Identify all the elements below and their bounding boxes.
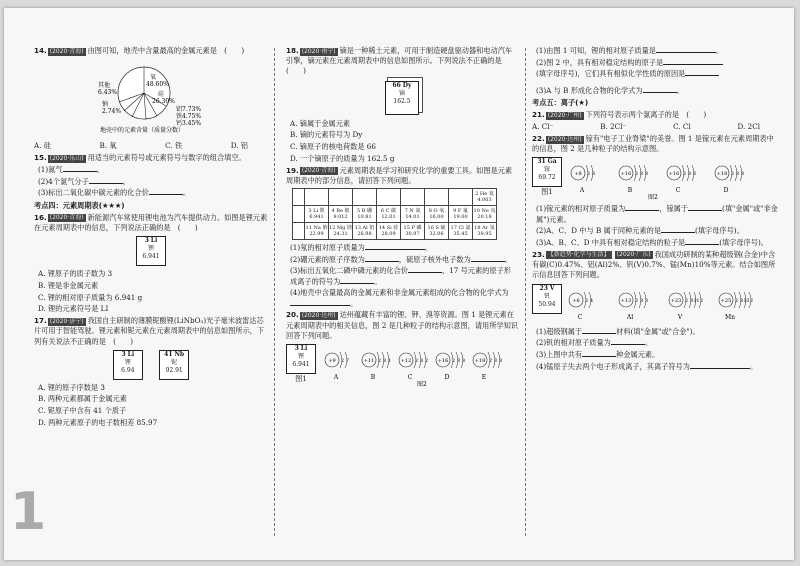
shell-electrons: 2 bbox=[341, 358, 344, 364]
answer-blank[interactable] bbox=[643, 87, 677, 93]
nuclear-charge: +16 bbox=[620, 171, 632, 178]
question-14: 14. (2020·青海) 由图可知，地壳中含量最高的金属元素是 ( ) bbox=[34, 46, 245, 55]
atom-label: C bbox=[577, 313, 583, 321]
table-cell: 12 Mg 镁 24.31 bbox=[329, 222, 353, 239]
source-tag: (2020·济宁) bbox=[49, 317, 84, 325]
answer-blank[interactable] bbox=[661, 227, 695, 233]
answer-blank[interactable] bbox=[625, 205, 659, 211]
atom-diagram-4 bbox=[473, 352, 502, 381]
pie-label: 其他 bbox=[98, 81, 111, 89]
element-card-ga: 31 Ga 镓 69.72 bbox=[532, 157, 562, 187]
option[interactable]: D. 锂的元素符号是 LI bbox=[38, 304, 109, 314]
shell-electrons: 8 bbox=[740, 298, 743, 304]
exam-sheet bbox=[4, 8, 794, 560]
nuclear-charge: +12 bbox=[400, 357, 412, 364]
nuclear-charge: +13 bbox=[620, 297, 632, 304]
element-card-li: 3 Li 锂 6.941 bbox=[286, 344, 316, 374]
shell-electrons: 8 bbox=[640, 298, 643, 304]
shell-electrons: 2 bbox=[683, 172, 686, 178]
table-cell: 3 Li 锂 6.941 bbox=[305, 205, 329, 222]
option[interactable]: C. 锂的相对原子质量为 6.941 g bbox=[38, 292, 143, 302]
table-cell: 5 B 硼 10.81 bbox=[353, 205, 377, 222]
answer-blank[interactable] bbox=[471, 256, 505, 262]
shell-electrons: 2 bbox=[378, 358, 381, 364]
table-cell: 17 Cl 氯 35.45 bbox=[449, 222, 473, 239]
atom-label: A bbox=[579, 187, 585, 195]
answer-blank[interactable] bbox=[149, 189, 183, 195]
page-mark: 1 bbox=[10, 482, 47, 542]
shell-electrons: 2 bbox=[452, 358, 455, 364]
atom-label: Mn bbox=[724, 313, 736, 321]
answer-blank[interactable] bbox=[685, 70, 719, 76]
atom-diagram-0 bbox=[325, 352, 349, 381]
table-cell: 9 F 氟 19.00 bbox=[449, 205, 473, 222]
shell-electrons: 2 bbox=[735, 298, 738, 304]
shell-electrons: 8 bbox=[420, 358, 423, 364]
nuclear-charge: +6 bbox=[572, 297, 580, 304]
table-cell: 6 C 碳 12.01 bbox=[377, 205, 401, 222]
table-cell: 14 Si 硅 28.09 bbox=[377, 222, 401, 239]
shell-electrons: 8 bbox=[462, 358, 465, 364]
question-21: 21. (2020·广州) 下列符号表示两个氯离子的是 ( ) bbox=[532, 110, 707, 120]
table-cell: 15 P 磷 30.97 bbox=[401, 222, 425, 239]
answer-blank[interactable] bbox=[685, 239, 719, 245]
column-divider bbox=[525, 48, 526, 536]
column-1: 14. (2020·青海) 由图可知，地壳中含量最高的金属元素是 ( ) 氧 48.60% 硅 26.30% 其他 6.43% 钠 2.74% 铝7.73% 铁4.75% 钙3.45% 地壳中的元素含量（质量分数） A. 硅 B. 氧 C. 铁 D. 铝 15. (2020·乐山) 用适当的元素符号或元素符号与数字的组合填空。 (1)氮气 。 (2)4个氯气分子 。 (3)标出二氧化碳中碳元素的化合价 。 考点四：元素周期表(★★★) 16. (2020·青海) 新能源汽车常使用锂电池为汽车提供动力。如图是锂元素在元素周期表中的信息，下列说法正确的是 ( ) 3 Li 锂 6.941 A. 锂原子的质子数为 3 B. 锂是非金属元素 C. 锂的相对原子质量为 6.941 g D. 锂的元素符号是 LI 17. (2020·济宁) 我国自主研制的薄膜铌酸锂(LiNbO₃)光子毫米波雷达芯片可用于智能驾驶。锂元素和铌元素在元素周期表中的信息如图所示，下列有关说法不正确的是 ( ) 3 Li 锂 6.94 41 Nb 铌 92.91 A. 锂的原子序数是 3 B. 两种元素都属于金属元素 C. 铌原子中含有 41 个质子 D. 两种元素原子的电子数相差 85.97 bbox=[34, 46, 268, 427]
atom-diagram-0 bbox=[569, 292, 593, 321]
shell-electrons: 2 bbox=[425, 358, 428, 364]
answer-blank[interactable] bbox=[688, 205, 722, 211]
question-15: 15. (2020·乐山) 用适当的元素符号或元素符号与数字的组合填空。 bbox=[34, 153, 246, 163]
source-tag: (2020·青海) bbox=[301, 167, 336, 175]
figure-caption: 图1 bbox=[295, 373, 307, 383]
atom-diagram-1 bbox=[619, 165, 648, 194]
answer-blank[interactable] bbox=[290, 300, 350, 306]
option[interactable]: D. 一个镝原子的质量为 162.5 g bbox=[290, 153, 395, 163]
option[interactable]: B. 2Cl⁻ bbox=[600, 121, 627, 131]
atom-label: Al bbox=[626, 313, 634, 321]
atom-label: A bbox=[333, 373, 339, 381]
atom-structure-diagrams bbox=[566, 284, 772, 324]
answer-blank[interactable] bbox=[582, 328, 616, 334]
shell-electrons: 8 bbox=[494, 358, 497, 364]
shell-electrons: 8 bbox=[640, 172, 643, 178]
nuclear-charge: +18 bbox=[716, 171, 728, 178]
shell-electrons: 6 bbox=[693, 172, 696, 178]
nuclear-charge: +18 bbox=[474, 357, 486, 364]
element-card-dy: 66 Dy 镝 162.5 bbox=[385, 81, 419, 115]
option[interactable]: D. 铝 bbox=[230, 140, 248, 150]
option[interactable]: B. 镝的元素符号为 Dy bbox=[290, 130, 363, 140]
table-cell bbox=[353, 188, 377, 205]
source-tag: (2020·达州) bbox=[547, 135, 582, 143]
table-cell: 4 Be 铍 9.012 bbox=[329, 205, 353, 222]
nuclear-charge: +8 bbox=[574, 171, 582, 178]
nuclear-charge: +9 bbox=[328, 357, 336, 364]
nuclear-charge: +16 bbox=[668, 171, 680, 178]
options-21 bbox=[532, 122, 780, 132]
shell-electrons: 2 bbox=[635, 172, 638, 178]
shell-electrons: 8 bbox=[690, 298, 693, 304]
source-tag: (2020·乐山) bbox=[49, 154, 84, 162]
option[interactable]: A. 镝属于金属元素 bbox=[290, 118, 351, 128]
shell-electrons: 2 bbox=[731, 172, 734, 178]
shell-electrons: 3 bbox=[645, 298, 648, 304]
atom-label: B bbox=[627, 187, 633, 195]
table-cell: 8 O 氧 16.00 bbox=[425, 205, 449, 222]
shell-electrons: 2 bbox=[415, 358, 418, 364]
shell-electrons: 8 bbox=[688, 172, 691, 178]
pie-caption: 地壳中的元素含量（质量分数） bbox=[100, 126, 185, 134]
source-tag: (2020·广州) bbox=[547, 111, 582, 119]
question-22: 22. (2020·达州) 镓有"电子工业脊梁"的美誉。图 1 是镓元素在元素周期表中的信息，图 2 是几种粒子的结构示意图。 bbox=[532, 134, 774, 154]
answer-blank[interactable] bbox=[340, 278, 374, 284]
question-23: 23. 【新趋势·化学与生活】 (2020·广东) 我国成功研制的某种超级钢(合金)中含有碳(C)0.47%、铝(Al)2%、钒(V)0.7%、锰(Mn)10%等元素。结合如图所示信息回答下列问题。 bbox=[532, 249, 776, 280]
option[interactable]: A. Cl⁻ bbox=[532, 121, 554, 131]
shell-electrons: 2 bbox=[489, 358, 492, 364]
option[interactable]: A. 锂的原子序数是 3 bbox=[38, 382, 105, 392]
column-2: 18. (2020·南宁) 镝是一种稀土元素，可用于制造硬盘驱动器和电动汽车引擎，镝元素在元素周期表中的信息如图所示。下列说法不正确的是 ( ) 66 Dy 镝 162.5 A. 镝属于金属元素 B. 镝的元素符号为 Dy C. 镝原子的核电荷数是 66 D. 一个镝原子的质量为 162.5 g 19. (2020·青海) 元素周期表是学习和研究化学的重要工具。如图是元素周期表中的部分信息，请回答下列问题。 2 He 氦 4.003 3 Li 锂 6.941 4 Be 铍 9.012 5 B 硼 10.81 6 C 碳 12.01 7 N 氮 14.01 8 O 氧 16.00 9 F 氟 19.00 10 Ne 氖 20.18 11 Na 钠 22.99 12 Mg 镁 24.31 13 Al 铝 26.98 14 Si 硅 28.09 15 P 磷 30.97 16 S 硫 32.06 17 Cl 氯 35.45 18 Ar 氩 39.95 (1)氖的相对原子质量为 。 (2)硼元素的原子序数为 ，硫原子核外电子数为 。 (3)标出五氧化二磷中磷元素的化合价 ，17 号元素的原子形成离子的符号为 。 (4)地壳中含量最高的金属元素和非金属元素组成的化合物的化学式为。 20. (2020·达州) 达州蕴藏有丰富的锂、钾、溴等资源。图 1 是锂元素在元素周期表中的相关信息，图 2 是几种粒子的结构示意图，请用所学知识回答下列问题。 3 Li 锂 6.941 图1 +9 2 7 A +11 2 8 1 B +12 2 8 2 C +16 2 8 8 D +18 2 8 8 E 图2 bbox=[286, 46, 518, 388]
atom-diagram-2 bbox=[667, 165, 696, 194]
answer-blank[interactable] bbox=[408, 267, 442, 273]
nuclear-charge: +23 bbox=[670, 297, 682, 304]
option[interactable]: C. 铌原子中含有 41 个质子 bbox=[38, 406, 127, 416]
option[interactable]: C. 铁 bbox=[165, 140, 183, 150]
shell-electrons: 2 bbox=[585, 298, 588, 304]
table-cell: 13 Al 铝 26.98 bbox=[353, 222, 377, 239]
option[interactable]: D. 2Cl bbox=[737, 121, 760, 131]
source-tag: (2020·青海) bbox=[49, 214, 84, 222]
pie-label: 铁4.75% bbox=[176, 112, 202, 120]
table-cell: 18 Ar 氩 39.95 bbox=[473, 222, 497, 239]
answer-blank[interactable] bbox=[365, 256, 399, 262]
atom-diagram-3 bbox=[719, 292, 753, 321]
shell-electrons: 4 bbox=[590, 298, 593, 304]
figure-caption: 图2 bbox=[417, 380, 427, 388]
table-cell: 16 S 硫 32.06 bbox=[425, 222, 449, 239]
table-cell bbox=[425, 188, 449, 205]
atom-label: D bbox=[444, 373, 450, 381]
shell-electrons: 8 bbox=[499, 358, 502, 364]
pie-label: 26.30% bbox=[152, 97, 175, 105]
shell-electrons: 1 bbox=[388, 358, 391, 364]
element-card-nb: 41 Nb 铌 92.91 bbox=[159, 350, 189, 380]
section-heading: 考点五：离子(★) bbox=[532, 97, 589, 107]
table-cell: 11 Na 钠 22.99 bbox=[305, 222, 329, 239]
shell-electrons: 11 bbox=[693, 298, 700, 304]
question-19: 19. (2020·青海) 元素周期表是学习和研究化学的重要工具。如图是元素周期表中的部分信息，请回答下列问题。 bbox=[286, 165, 513, 185]
periodic-table bbox=[292, 188, 497, 240]
question-20: 20. (2020·达州) 达州蕴藏有丰富的锂、钾、溴等资源。图 1 是锂元素在元素周期表中的相关信息，图 2 是几种粒子的结构示意图，请用所学知识回答下列问题。 bbox=[286, 310, 518, 340]
option[interactable]: C. 镝原子的核电荷数是 66 bbox=[290, 142, 376, 152]
options-14 bbox=[34, 141, 268, 151]
pie-label: 铝7.73% bbox=[176, 105, 202, 113]
answer-blank[interactable] bbox=[656, 47, 716, 53]
shell-electrons: 2 bbox=[635, 298, 638, 304]
atom-diagram-3 bbox=[436, 352, 465, 381]
pie-label: 氧 bbox=[150, 73, 157, 81]
shell-electrons: 6 bbox=[592, 172, 595, 178]
pie-label: 48.60% bbox=[146, 80, 169, 88]
column-divider bbox=[274, 48, 275, 536]
crust-pie-chart bbox=[34, 61, 254, 135]
source-tag: (2020·达州) bbox=[301, 311, 336, 319]
table-cell bbox=[329, 188, 353, 205]
shell-electrons: 13 bbox=[743, 298, 750, 304]
shell-electrons: 8 bbox=[383, 358, 386, 364]
shell-electrons: 2 bbox=[750, 298, 753, 304]
atom-label: B bbox=[370, 373, 376, 381]
option[interactable]: A. 锂原子的质子数为 3 bbox=[38, 269, 113, 279]
figure-caption: 图1 bbox=[541, 187, 553, 197]
table-cell: 2 He 氦 4.003 bbox=[473, 188, 497, 205]
table-cell: 7 N 氮 14.01 bbox=[401, 205, 425, 222]
atom-diagram-1 bbox=[362, 352, 391, 381]
table-cell bbox=[401, 188, 425, 205]
atom-structure-diagrams bbox=[322, 344, 512, 388]
pie-label: 6.43% bbox=[98, 88, 118, 96]
shell-electrons: 2 bbox=[587, 172, 590, 178]
source-tag: (2020·青海) bbox=[49, 47, 84, 55]
figure-caption: 图2 bbox=[648, 194, 658, 202]
option[interactable]: A. 硅 bbox=[34, 140, 51, 150]
answer-blank[interactable] bbox=[611, 339, 645, 345]
atom-diagram-1 bbox=[619, 292, 648, 321]
answer-blank[interactable] bbox=[582, 351, 616, 357]
answer-blank[interactable] bbox=[89, 178, 123, 184]
option[interactable]: B. 两种元素都属于金属元素 bbox=[38, 394, 127, 404]
pie-label: 硅 bbox=[158, 90, 165, 98]
option[interactable]: B. 锂是非金属元素 bbox=[38, 280, 99, 290]
table-cell: 10 Ne 氖 20.18 bbox=[473, 205, 497, 222]
answer-blank[interactable] bbox=[365, 244, 425, 250]
table-cell bbox=[377, 188, 401, 205]
atom-label: V bbox=[677, 313, 683, 321]
pie-label: 2.74% bbox=[102, 107, 122, 115]
table-cell bbox=[305, 188, 329, 205]
shell-electrons: 2 bbox=[700, 298, 703, 304]
element-card-li: 3 Li 锂 6.94 bbox=[113, 350, 143, 380]
trend-tag: 【新趋势·化学与生活】 bbox=[547, 251, 610, 259]
answer-blank[interactable] bbox=[690, 363, 750, 369]
question-18: 18. (2020·南宁) 镝是一种稀土元素，可用于制造硬盘驱动器和电动汽车引擎，镝元素在元素周期表中的信息如图所示。下列说法不正确的是 ( ) bbox=[286, 46, 513, 76]
atom-label: E bbox=[481, 373, 487, 381]
shell-electrons: 7 bbox=[346, 358, 349, 364]
table-cell bbox=[449, 188, 473, 205]
shell-electrons: 8 bbox=[741, 172, 744, 178]
shell-electrons: 2 bbox=[685, 298, 688, 304]
shell-electrons: 8 bbox=[457, 358, 460, 364]
atom-diagram-2 bbox=[669, 292, 703, 321]
element-card-v: 23 V 钒 50.94 bbox=[532, 284, 562, 314]
nuclear-charge: +16 bbox=[437, 357, 449, 364]
shell-electrons: 8 bbox=[645, 172, 648, 178]
option[interactable]: C. Cl bbox=[673, 121, 691, 131]
pie-label: 钠 bbox=[102, 100, 109, 108]
column-3: (1)由图 1 可知，锂的相对原子质量是 。 (2)图 2 中，具有相对稳定结构的原子是 (填字母序号)，它们具有相似化学性质的原因是 (3)A 与 B 形成化合物的化学式为 。 考点五：离子(★) 21. (2020·广州) 下列符号表示两个氯离子的是 ( ) A. Cl⁻ B. 2Cl⁻ C. Cl D. 2Cl 22. (2020·达州) 镓有"电子工业脊梁"的美誉。图 1 是镓元素在元素周期表中的信息，图 2 是几种粒子的结构示意图。 31 Ga 镓 69.72 图1 +8 2 6 A +16 2 8 8 B +16 2 8 6 C +18 2 8 8 D 图2 (1)镓元素的相对原子质量为 ，镓属于 (填"金属"或"非金属")元素。 (2)A、C、D 中与 B 属于同种元素的是 (填字母序号)。 (3)A、B、C、D 中具有相对稳定结构的粒子是 (填字母序号)。 23. 【新趋势·化学与生活】 (2020·广东) 我国成功研制的某种超级钢(合金)中含有碳(C)0.47%、铝(Al)2%、钒(V)0.7%、锰(Mn)10%等元素。结合如图所示信息回答下列问题。 23 V 钒 50.94 +6 2 4 C +13 2 8 3 Al +23 2 8 11 2 V +25 2 8 13 2 Mn (1)超级钢属于 材料(填"金属"或"合金")。 (2)钒的相对原子质量为 。 (3)上图中共有 种金属元素。 (4)锰原子失去两个电子形成离子，其离子符号为 。 bbox=[532, 46, 780, 546]
option[interactable]: B. 氧 bbox=[99, 140, 117, 150]
source-tag: (2020·广东) bbox=[616, 251, 651, 259]
answer-blank[interactable] bbox=[663, 59, 723, 65]
element-card-li: 3 Li 锂 6.941 bbox=[136, 236, 166, 266]
nuclear-charge: +11 bbox=[363, 357, 375, 364]
source-tag: (2020·南宁) bbox=[301, 47, 336, 55]
answer-blank[interactable] bbox=[63, 166, 97, 172]
atom-diagram-2 bbox=[399, 352, 428, 381]
atom-label: C bbox=[407, 373, 413, 381]
atom-label: D bbox=[723, 187, 729, 195]
shell-electrons: 8 bbox=[736, 172, 739, 178]
atom-label: C bbox=[675, 187, 681, 195]
section-heading: 考点四：元素周期表(★★★) bbox=[34, 200, 125, 210]
atom-diagram-0 bbox=[571, 165, 595, 194]
question-17: 17. (2020·济宁) 我国自主研制的薄膜铌酸锂(LiNbO₃)光子毫米波雷达芯片可用于智能驾驶。锂元素和铌元素在元素周期表中的信息如图所示，下列有关说法不正确的是 ( ) bbox=[34, 316, 265, 346]
option[interactable]: D. 两种元素原子的电子数相差 85.97 bbox=[38, 417, 158, 427]
atom-structure-diagrams bbox=[568, 157, 768, 201]
atom-diagram-3 bbox=[715, 165, 744, 194]
nuclear-charge: +25 bbox=[720, 297, 732, 304]
pie-label: 钙3.45% bbox=[176, 119, 202, 127]
question-16: 16. (2020·青海) 新能源汽车常使用锂电池为汽车提供动力。如图是锂元素在元素周期表中的信息，下列说法正确的是 ( ) bbox=[34, 212, 268, 232]
